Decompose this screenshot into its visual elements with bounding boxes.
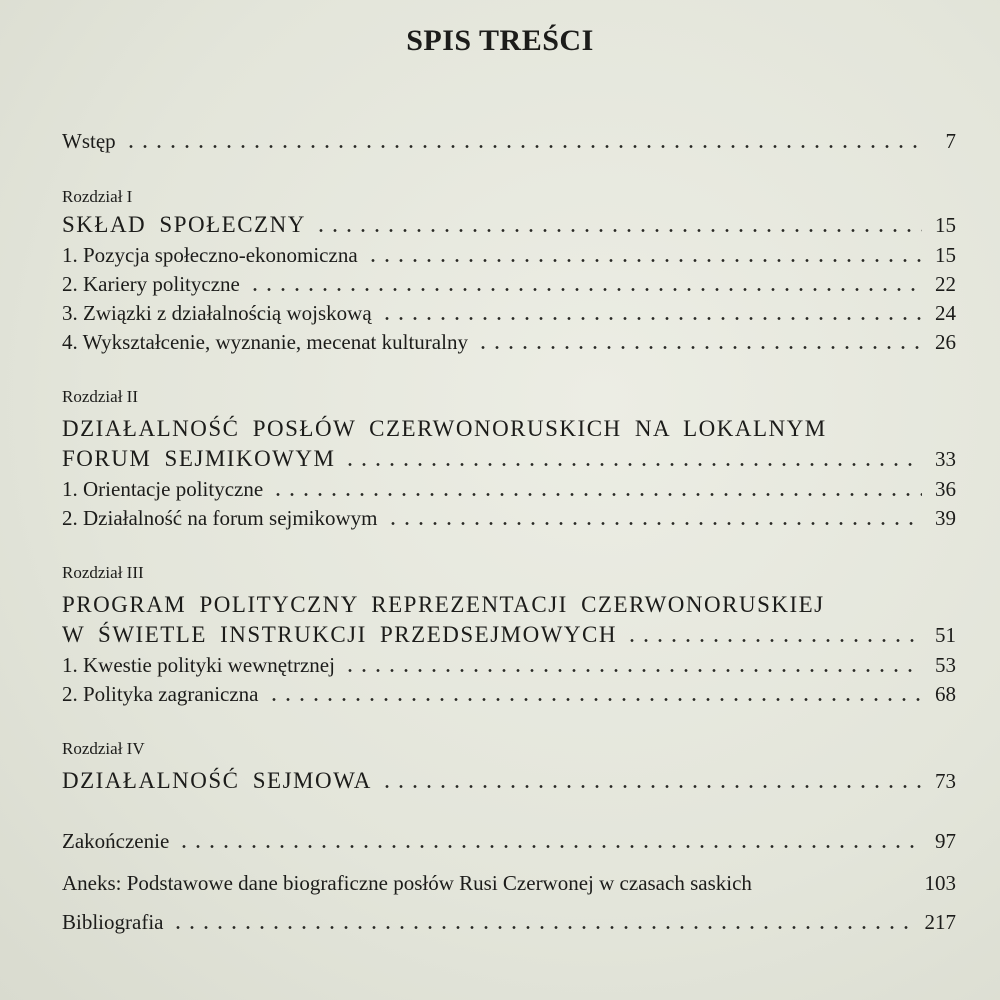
toc-entry-label: Wstęp [62,129,116,153]
dot-leader [760,887,915,890]
toc-section-entry: 1. Pozycja społeczno-ekonomiczna 15 [62,243,956,267]
dot-leader [386,522,922,525]
chapter-heading: Rozdział IV [62,739,145,758]
dot-leader [171,926,914,929]
chapter-heading: Rozdział I [62,187,133,206]
chapter-title: SKŁAD SPOŁECZNY 15 [62,212,956,237]
toc-entry-bibliography: Bibliografia 217 [62,910,956,934]
toc-section-entry: 4. Wykształcenie, wyznanie, mecenat kulturalny 26 [62,330,956,354]
toc-entry-page: 7 [945,129,956,153]
chapter-title: PROGRAM POLITYCZNY REPREZENTACJI CZERWONORUSKIEJ [62,592,825,617]
dot-leader [366,259,922,262]
toc-entry-intro [62,124,956,154]
chapter-title: DZIAŁALNOŚĆ POSŁÓW CZERWONORUSKICH NA LOKALNYM [62,416,827,441]
toc-section-entry: 1. Kwestie polityki wewnętrznej 53 [62,653,956,677]
chapter-heading: Rozdział III [62,563,144,582]
toc-entry-annex: Aneks: Podstawowe dane biograficzne posłów Rusi Czerwonej w czasach saskich 103 [62,871,956,895]
chapter-title: DZIAŁALNOŚĆ SEJMOWA 73 [62,768,956,793]
toc-section-entry: 1. Orientacje polityczne 36 [62,477,956,501]
dot-leader [625,639,922,642]
chapter-heading: Rozdział II [62,387,138,406]
dot-leader [343,463,922,466]
toc-entry-conclusion: Zakończenie 97 [62,829,956,853]
dot-leader [267,698,922,701]
page-title: SPIS TREŚCI [406,24,594,57]
dot-leader [476,346,922,349]
dot-leader [248,288,922,291]
dot-leader [380,785,922,788]
dot-leader [314,229,922,232]
toc-section-entry: 2. Kariery polityczne 22 [62,272,956,296]
dot-leader [177,845,922,848]
toc-section-entry: 2. Działalność na forum sejmikowym 39 [62,506,956,530]
dot-leader [271,493,922,496]
dot-leader [343,669,922,672]
chapter-title: FORUM SEJMIKOWYM 33 [62,446,956,471]
chapter-title: W ŚWIETLE INSTRUKCJI PRZEDSEJMOWYCH 51 [62,622,956,647]
toc-section-entry: 3. Związki z działalnością wojskową 24 [62,301,956,325]
toc-section-entry: 2. Polityka zagraniczna 68 [62,682,956,706]
dot-leader [124,145,922,148]
dot-leader [380,317,922,320]
